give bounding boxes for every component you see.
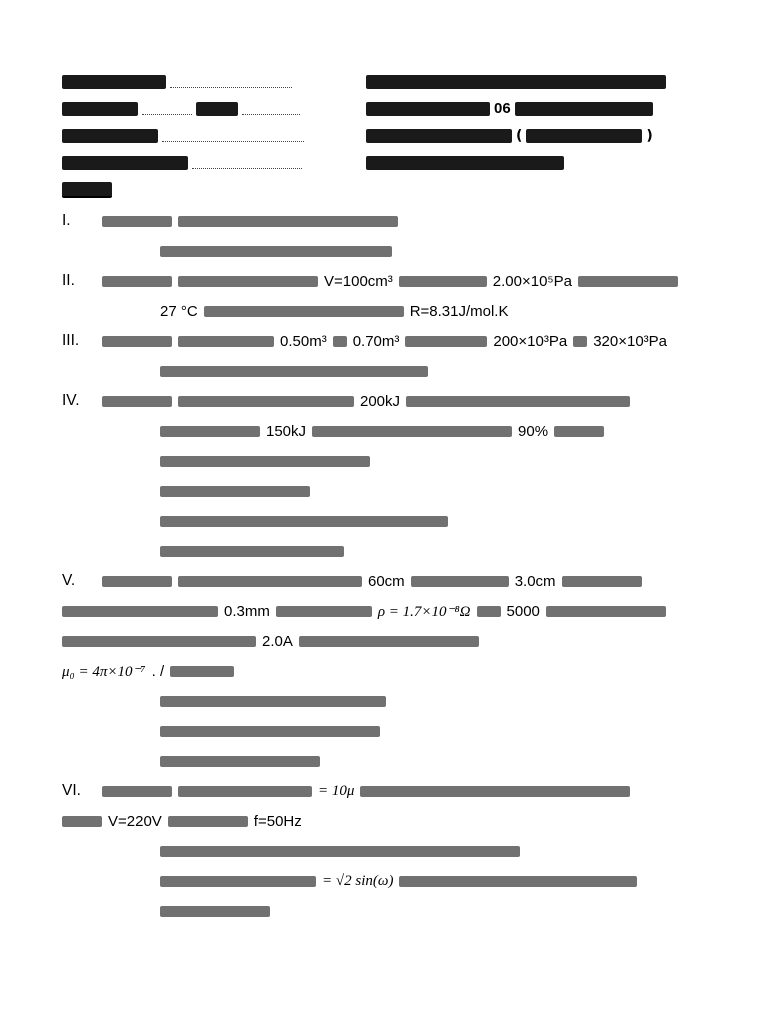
sub-item — [160, 480, 696, 502]
solenoid-diameter: 3.0cm — [514, 572, 556, 590]
exam-title-number: 06 — [494, 100, 511, 117]
question-3 — [62, 330, 696, 382]
permeability: μ₀ = 4π×10⁻⁷ — [62, 663, 146, 680]
sub-item — [160, 900, 696, 922]
exam-duration — [366, 153, 696, 172]
exam-header — [62, 72, 696, 172]
resistivity: ρ = 1.7×10⁻⁸Ω — [377, 603, 471, 620]
sub-item — [160, 750, 696, 772]
question-2 — [62, 270, 696, 322]
questions-heading — [62, 182, 696, 202]
gas-pressure: 2.00×10⁵Pa — [492, 272, 573, 290]
pressure-to: 320×10³Pa — [593, 332, 668, 350]
sub-item — [160, 450, 696, 472]
question-number: II. — [62, 272, 75, 289]
sub-item — [160, 510, 696, 532]
candidate-name-field — [62, 126, 366, 145]
sub-item — [160, 540, 696, 562]
exam-subject: ( ) — [366, 126, 696, 145]
candidate-signature-field — [62, 153, 366, 172]
question-number: III. — [62, 332, 80, 349]
question-number: VI. — [62, 782, 81, 799]
question-number: V. — [62, 572, 76, 589]
question-6 — [62, 780, 696, 922]
sub-item — [160, 720, 696, 742]
source-expression: = √2 sin(ω) — [322, 872, 394, 889]
source-frequency: f=50Hz — [253, 812, 302, 830]
sub-item — [160, 690, 696, 712]
question-1 — [62, 210, 696, 262]
exam-title — [366, 72, 696, 91]
sub-item — [160, 870, 696, 892]
question-4 — [62, 390, 696, 562]
pressure-from: 200×10³Pa — [493, 332, 568, 350]
gas-volume: V=100cm³ — [324, 272, 393, 290]
turns: 5000 — [506, 602, 540, 620]
gas-constant: R=8.31J/mol.K — [409, 302, 509, 320]
question-number: I. — [62, 212, 71, 229]
question-5: V. 60cm 3.0cm 0.3mm ρ = 1.7×10⁻⁸Ω 5000 2.0A μ₀ = 4π×10⁻⁷ . / — [62, 570, 696, 772]
heat-input: 200kJ — [360, 392, 401, 410]
capacitance: = 10μ — [318, 782, 355, 799]
question-number: IV. — [62, 392, 80, 409]
exam-session — [366, 99, 696, 118]
volume-from: 0.50m³ — [280, 332, 327, 350]
current: 2.0A — [262, 632, 293, 650]
efficiency: 90% — [518, 422, 549, 440]
wire-section: 0.3mm — [224, 602, 270, 620]
sub-item — [160, 840, 696, 862]
volume-to: 0.70m³ — [352, 332, 400, 350]
exam-center-field — [62, 72, 366, 91]
seat-number-field — [62, 99, 366, 118]
solenoid-length: 60cm — [368, 572, 405, 590]
source-voltage: V=220V — [108, 812, 162, 830]
gas-temperature: 27 °C — [160, 302, 198, 320]
heat-output: 150kJ — [266, 422, 307, 440]
